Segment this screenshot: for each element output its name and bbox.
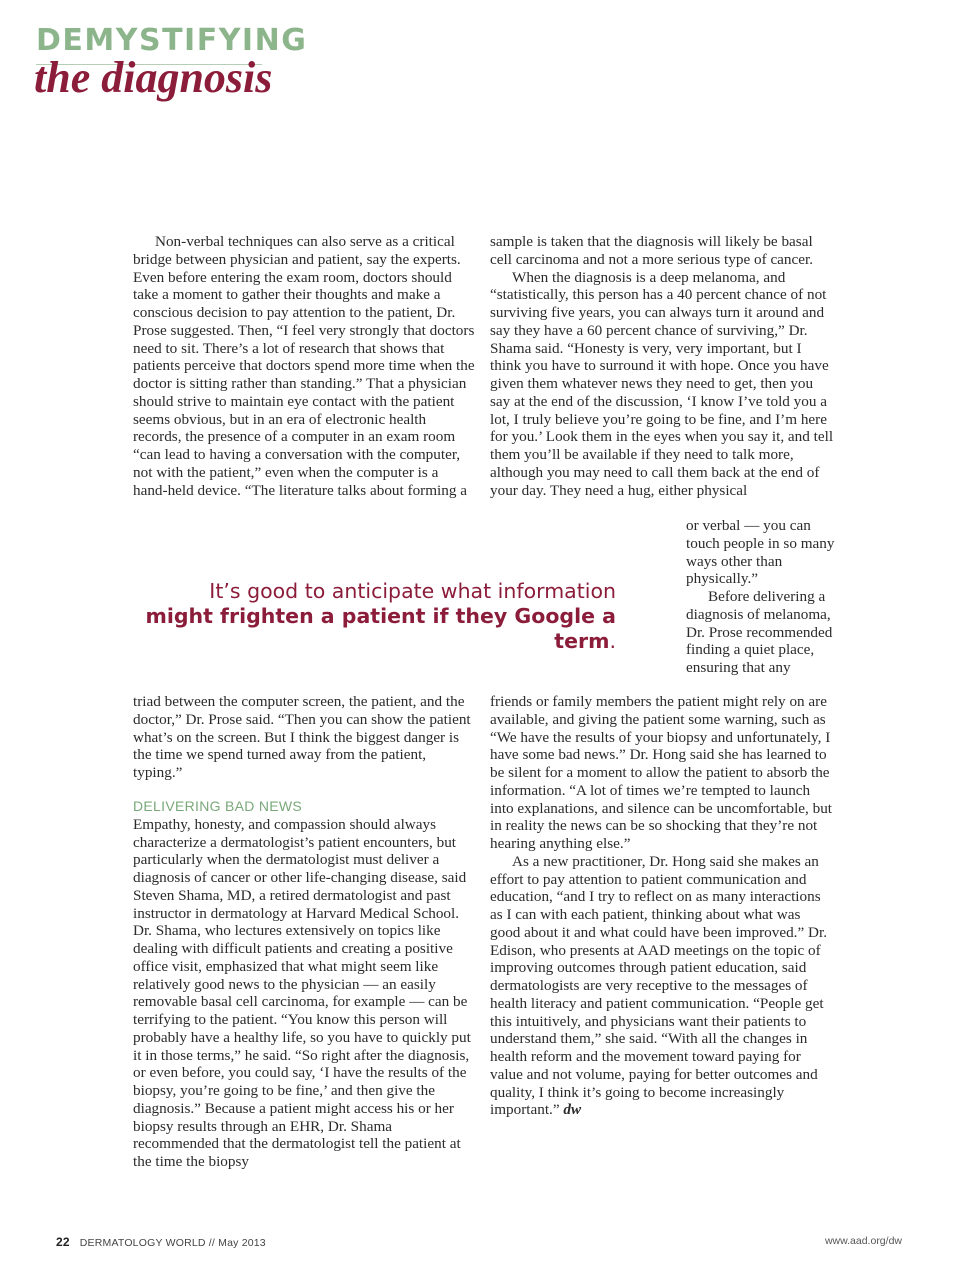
paragraph: Empathy, honesty, and compassion should always characterize a dermatologist’s patient encounters, but particularly when the dermatologist must deliver a diagnosis of cancer or other life-changing disease, said Steven Shama, MD, a retired dermatologist and past instructor in dermatology at Harvard Medical School. Dr. Shama, who lectures extensively on topics like dealing with difficult patients and creating a positive office visit, emphasized that what might seem like relatively good news to the physician — an easily removable basal cell carcinoma, for example — can be terrifying to the patient. “You know this person will probably have a healthy life, so you have to quickly put it in those terms,” he said. “So right after the diagnosis, or even before, you could say, ‘I have the results of the biopsy, you’re going to be fine,’ and then give the diagnosis.” Because a patient might access his or her biopsy results through an EHR, Dr. Shama recommended that the dermatologist tell the patient at the time the biopsy: [133, 815, 471, 1170]
section-title: the diagnosis: [34, 53, 273, 102]
paragraph-text: As a new practitioner, Dr. Hong said she makes an effort to pay attention to patient communication and education, “and I try to reflect on as many interactions as I can with each patient, thinking about what was good about it and what could have been improved.” Dr. Edison, who presents at AAD meetings on the topic of improving outcomes through patient education, said dermatologists are very receptive to the messages of health literacy and patient communication. “People get this intuitively, and physicians want their patients to understand them,” she said. “With all the changes in health reform and the movement toward paying for value and not volume, paying for better outcomes and quality, I think it’s going to become increasingly important.”: [490, 852, 827, 1119]
page-number: 22: [56, 1235, 70, 1249]
paragraph: sample is taken that the diagnosis will likely be basal cell carcinoma and not a more serious type of cancer.: [490, 233, 814, 268]
column-left-top: [133, 233, 475, 499]
column-right-narrow: [686, 517, 836, 677]
signature-mark: dw: [563, 1101, 582, 1119]
pull-quote-line-1: It’s good to anticipate what information: [209, 579, 616, 603]
pull-quote-end-mark: .: [609, 629, 616, 653]
column-right-bottom: [490, 693, 834, 1119]
publication-line: DERMATOLOGY WORLD // May 2013: [79, 1237, 266, 1249]
paragraph: Before delivering a diagnosis of melanoma, Dr. Prose recommended finding a quiet place, ensuring that any: [686, 588, 833, 676]
footer-url: www.aad.org/dw: [824, 1235, 902, 1247]
section-kicker: DEMYSTIFYING: [36, 23, 308, 58]
paragraph: [490, 853, 834, 1119]
paragraph: triad between the computer screen, the patient, and the doctor,” Dr. Prose said. “Then you can show the patient what’s on the screen. But I think the biggest danger is the time we spend turned away from the patient, typing.”: [133, 693, 471, 781]
column-right-top: [490, 233, 834, 499]
column-left-bottom: [133, 693, 473, 1171]
pull-quote: [136, 579, 616, 654]
footer-folio: [56, 1235, 266, 1249]
pull-quote-line-2: might frighten a patient if they Google a term: [145, 604, 616, 653]
subhead-delivering-bad-news: DELIVERING BAD NEWS: [133, 797, 303, 814]
paragraph: Non-verbal techniques can also serve as a critical bridge between physician and patient, say the experts. Even before entering the exam room, doctors should take a moment to gather their thoughts and make a conscious decision to pay attention to the patient, Dr. Prose suggested. Then, “I feel very strongly that doctors need to sit. There’s a lot of research that shows that patients perceive that doctors spend more time when the doctor is sitting rather than standing.” That a physician should strive to maintain eye contact with the patient seems obvious, but in an era of electronic health records, the presence of a computer in an exam room “can lead to having a conversation with the computer, not with the patient,” even when the computer is a hand-held device. “The literature talks about forming a: [133, 233, 475, 499]
paragraph: or verbal — you can touch people in so many ways other than physically.”: [686, 517, 835, 588]
paragraph: When the diagnosis is a deep melanoma, and “statistically, this person has a 40 percent chance of not surviving five years, you can always turn it around and say they have a 60 percent chance of surviving,” Dr. Shama said. “Honesty is very, very important, but I think you have to surround it with hope. Once you have given them whatever news they need to get, then you say at the end of the discussion, ‘I know I’ve told you a lot, I truly believe you’re going to be fine, and I’m here for you.’ Look them in the eyes when you say it, and tell them you’ll be available if they need to talk more, although you may need to call them back at the end of your day. They need a hug, either physical: [490, 268, 834, 499]
paragraph: friends or family members the patient might rely on are available, and giving the patient some warning, such as “We have the results of your biopsy and unfortunately, I have some bad news.” Dr. Hong said she has learned to be silent for a moment to allow the patient to absorb the information. “A lot of times we’re tempted to launch into explanations, and silence can be uncomfortable, but in reality the news can be so shocking that they’re not hearing anything else.”: [490, 693, 833, 852]
